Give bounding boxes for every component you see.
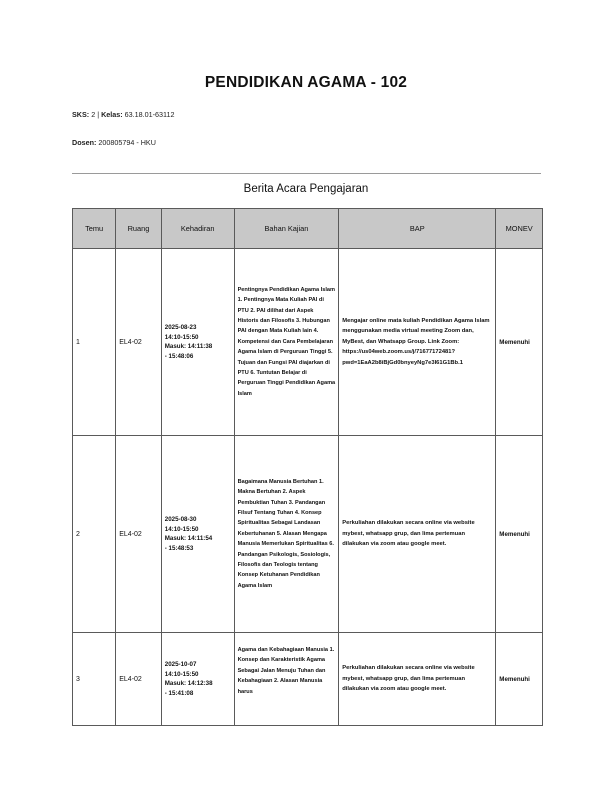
page-title: PENDIDIKAN AGAMA - 102: [204, 74, 408, 91]
kelas-value: 63.18.01-63112: [124, 110, 175, 119]
kehadiran-time: 14:10-15:50: [164, 670, 199, 678]
sks-label: SKS:: [72, 110, 90, 119]
kehadiran-keluar: - 15:48:06: [164, 352, 194, 360]
header-kehadiran: Kehadiran: [161, 209, 234, 249]
header-bap: BAP: [339, 209, 496, 249]
kehadiran-keluar: - 15:41:08: [164, 689, 194, 697]
dosen-value: 200805794 - HKU: [98, 138, 156, 147]
cell-bap: Mengajar online mata kuliah Pendidikan Agama Islam menggunakan media virtual meeting Zoom dan, MyBest, dan Whatsapp Group. Link Zoom: https://us04web.zoom.us/j/71677172481?pwd=1EaA2b8iBjGd0bnyeyNg7e3I61G1Bb.1: [339, 249, 496, 436]
table-row: [73, 633, 543, 726]
separator: |: [97, 110, 100, 119]
cell-ruang: EL4-02: [116, 436, 162, 633]
kelas-label: Kelas:: [101, 110, 123, 119]
header-bahan-kajian: Bahan Kajian: [234, 209, 339, 249]
kehadiran-date: 2025-08-30: [164, 516, 197, 523]
cell-monev: Memenuhi: [496, 633, 543, 726]
cell-bahan-kajian: Bagaimana Manusia Bertuhan 1. Makna Bertuhan 2. Aspek Pembuktian Tuhan 3. Pandangan Filsuf Tentang Tuhan 4. Konsep Spiritualitas Sebagai Landasan Kebertuhanan 5. Alasan Mengapa Manusia Memerlukan Spiritualitas 6. Pandangan Psikologis, Sosiologis, Filosofis dan Teologis tentang Konsep Ketuhanan Pendidikan Agama Islam: [234, 436, 339, 633]
cell-temu: 1: [73, 249, 116, 436]
header-ruang: Ruang: [116, 209, 162, 249]
kehadiran-masuk: Masuk: 14:11:38: [164, 343, 213, 350]
lecturer-info-line: [72, 138, 156, 147]
kehadiran-masuk: Masuk: 14:11:54: [164, 535, 213, 542]
cell-kehadiran: [161, 436, 234, 633]
course-info-line: [72, 110, 174, 119]
cell-bahan-kajian: Pentingnya Pendidikan Agama Islam 1. Pentingnya Mata Kuliah PAI di PTU 2. PAI dilihat dari Aspek Historis dan Filosofis 3. Hubungan PAI dengan Mata Kuliah lain 4. Kompetensi dan Cara Pembelajaran Agama Islam di Perguruan Tinggi 5. Tujuan dan Fungsi PAI diajarkan di PTU 6. Tuntutan Belajar di Perguruan Tinggi Pendidikan Agama Islam: [234, 249, 339, 436]
cell-bap: Perkuliahan dilakukan secara online via website mybest, whatsapp grup, dan lima pertemuan dilakukan via zoom atau google meet.: [339, 633, 496, 726]
header-temu: Temu: [73, 209, 116, 249]
cell-bahan-kajian: Agama dan Kebahagiaan Manusia 1. Konsep dan Karakteristik Agama Sebagai Jalan Menuju Tuhan dan Kebahagiaan 2. Alasan Manusia harus: [234, 633, 339, 726]
kehadiran-keluar: - 15:48:53: [164, 544, 194, 552]
cell-temu: 2: [73, 436, 116, 633]
divider: [72, 173, 541, 174]
kehadiran-time: 14:10-15:50: [164, 333, 199, 341]
cell-kehadiran: [161, 249, 234, 436]
sks-value: 2: [91, 110, 96, 119]
kehadiran-date: 2025-10-07: [164, 661, 197, 668]
header-monev: MONEV: [496, 209, 543, 249]
table-row: [73, 249, 543, 436]
kehadiran-masuk: Masuk: 14:12:38: [164, 680, 213, 687]
section-title: Berita Acara Pengajaran: [243, 183, 369, 195]
table-header-row: [73, 209, 543, 249]
table-row: [73, 436, 543, 633]
teaching-record-table: [72, 208, 543, 726]
cell-temu: 3: [73, 633, 116, 726]
kehadiran-date: 2025-08-23: [164, 324, 197, 331]
kehadiran-time: 14:10-15:50: [164, 525, 199, 533]
cell-kehadiran: [161, 633, 234, 726]
cell-monev: Memenuhi: [496, 436, 543, 633]
dosen-label: Dosen:: [72, 138, 97, 147]
cell-ruang: EL4-02: [116, 249, 162, 436]
cell-bap: Perkuliahan dilakukan secara online via website mybest, whatsapp grup, dan lima pertemuan dilakukan via zoom atau google meet.: [339, 436, 496, 633]
cell-ruang: EL4-02: [116, 633, 162, 726]
cell-monev: Memenuhi: [496, 249, 543, 436]
